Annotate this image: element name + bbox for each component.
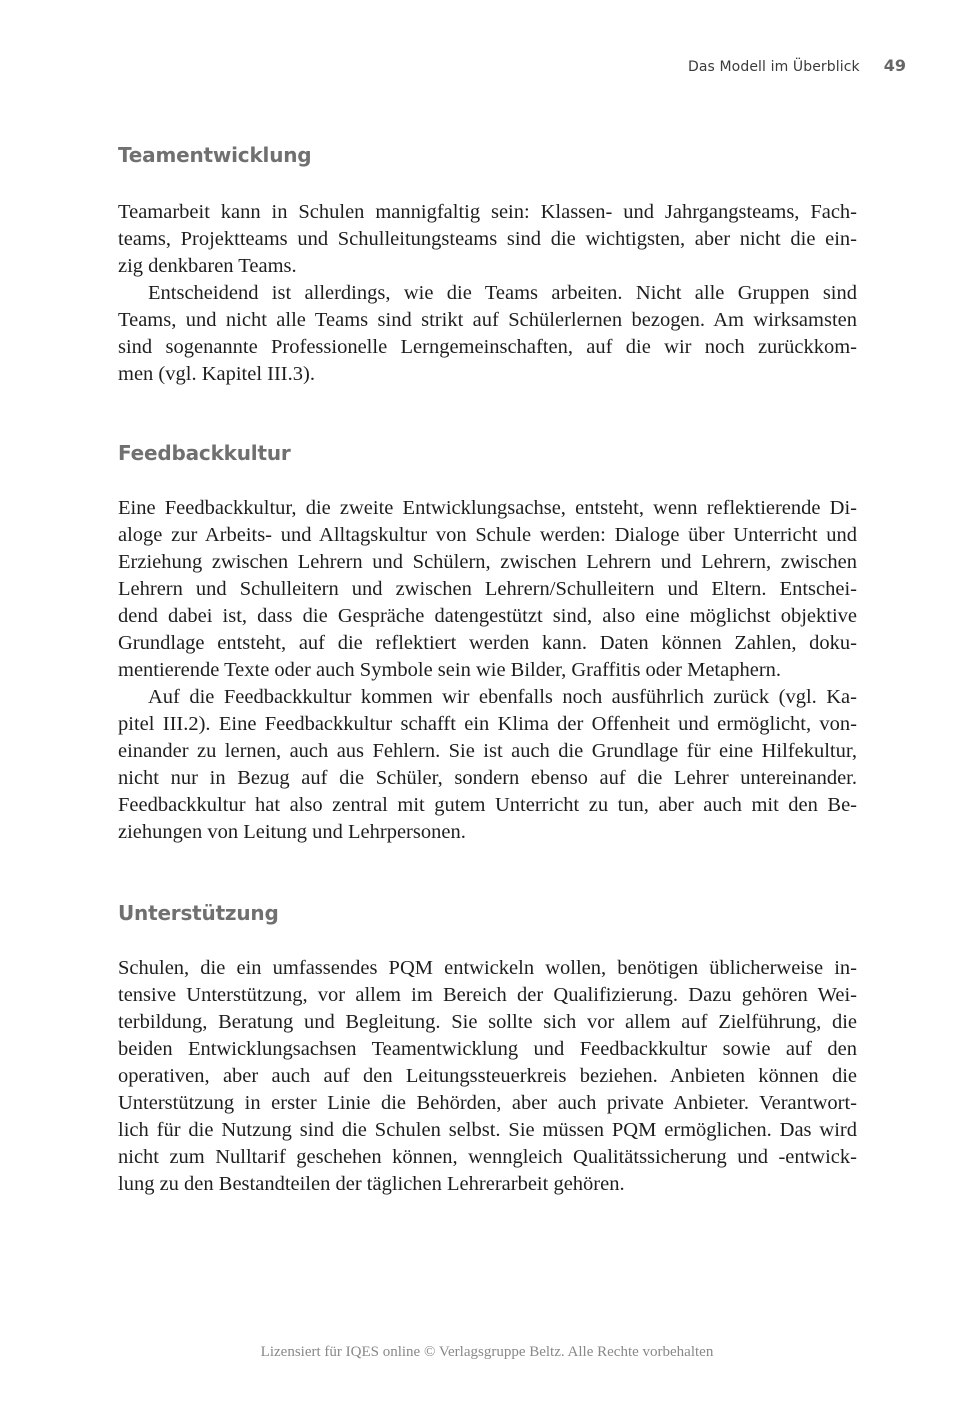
- text-line: lich für die Nutzung sind die Schulen selbst. Sie müssen PQM ermöglichen. Das wird: [118, 1119, 857, 1141]
- text-line: einander zu lernen, auch aus Fehlern. Sie ist auch die Grundlage für eine Hilfekultur,: [118, 740, 857, 762]
- text-line: pitel III.2). Eine Feedbackkultur schafft ein Klima der Offenheit und ermöglicht, von-: [118, 713, 857, 735]
- license-footer: Lizensiert für IQES online © Verlagsgruppe Beltz. Alle Rechte vorbehalten: [260, 1344, 714, 1360]
- text-line: Teamarbeit kann in Schulen mannigfaltig sein: Klassen- und Jahrgangsteams, Fach-: [118, 201, 857, 223]
- text-line: ziehungen von Leitung und Lehrpersonen.: [118, 821, 466, 843]
- paragraph: [118, 199, 857, 280]
- text-line: Eine Feedbackkultur, die zweite Entwicklungsachse, entsteht, wenn reflektierende Di-: [118, 497, 857, 519]
- section-heading: Teamentwicklung: [118, 143, 312, 167]
- text-line: beiden Entwicklungsachsen Teamentwicklung und Feedbackkultur sowie auf den: [118, 1038, 857, 1060]
- text-line: nicht nur in Bezug auf die Schüler, sondern ebenso auf die Lehrer untereinander.: [118, 767, 857, 789]
- text-line: Schulen, die ein umfassendes PQM entwickeln wollen, benötigen üblicherweise in-: [118, 957, 857, 979]
- text-line: terbildung, Beratung und Begleitung. Sie sollte sich vor allem auf Zielführung, die: [118, 1011, 857, 1033]
- text-line: aloge zur Arbeits- und Alltagskultur von Schule werden: Dialoge über Unterricht und: [118, 524, 857, 546]
- section-heading: Feedbackkultur: [118, 441, 291, 465]
- running-head: [688, 56, 906, 78]
- text-line: Unterstützung in erster Linie die Behörden, aber auch private Anbieter. Verantwort-: [118, 1092, 857, 1114]
- paragraph: [118, 495, 857, 684]
- section-unterstuetzung: [118, 899, 857, 1198]
- page-number: 49: [883, 56, 906, 75]
- text-line: dend dabei ist, dass die Gespräche datengestützt sind, also eine möglichst objektive: [118, 605, 857, 627]
- section-feedbackkultur: [118, 439, 857, 846]
- text-line: nicht zum Nulltarif geschehen können, wenngleich Qualitätssicherung und -entwick-: [118, 1146, 857, 1168]
- section-teamentwicklung: [118, 141, 857, 388]
- paragraph: [118, 684, 857, 846]
- running-head-title: Das Modell im Überblick: [688, 59, 860, 75]
- text-line: sind sogenannte Professionelle Lerngemeinschaften, auf die wir noch zurückkom-: [118, 336, 857, 358]
- text-line: Erziehung zwischen Lehrern und Schülern, zwischen Lehrern und Lehrern, zwischen: [118, 551, 857, 573]
- text-line: Grundlage entsteht, auf die reflektiert werden kann. Daten können Zahlen, doku-: [118, 632, 857, 654]
- text-line: Auf die Feedbackkultur kommen wir ebenfalls noch ausführlich zurück (vgl. Ka-: [148, 686, 857, 708]
- text-line: mentierende Texte oder auch Symbole sein wie Bilder, Graffitis oder Metaphern.: [118, 659, 782, 681]
- text-line: tensive Unterstützung, vor allem im Bereich der Qualifizierung. Dazu gehören Wei-: [118, 984, 857, 1006]
- paragraph: [118, 280, 857, 388]
- text-line: Feedbackkultur hat also zentral mit gutem Unterricht zu tun, aber auch mit den Be-: [118, 794, 857, 816]
- text-line: zig denkbaren Teams.: [118, 255, 297, 277]
- text-line: men (vgl. Kapitel III.3).: [118, 363, 315, 385]
- text-line: operativen, aber auch auf den Leitungssteuerkreis beziehen. Anbieten können die: [118, 1065, 857, 1087]
- paragraph: [118, 955, 857, 1198]
- text-line: Teams, und nicht alle Teams sind strikt auf Schülerlernen bezogen. Am wirksamsten: [118, 309, 857, 331]
- text-line: teams, Projektteams und Schulleitungsteams sind die wichtigsten, aber nicht die ein-: [118, 228, 857, 250]
- section-heading: Unterstützung: [118, 901, 279, 925]
- text-line: Lehrern und Schulleitern und zwischen Lehrern/Schulleitern und Eltern. Entschei-: [118, 578, 857, 600]
- text-line: lung zu den Bestandteilen der täglichen Lehrerarbeit gehören.: [118, 1173, 625, 1195]
- text-line: Entscheidend ist allerdings, wie die Teams arbeiten. Nicht alle Gruppen sind: [148, 282, 857, 304]
